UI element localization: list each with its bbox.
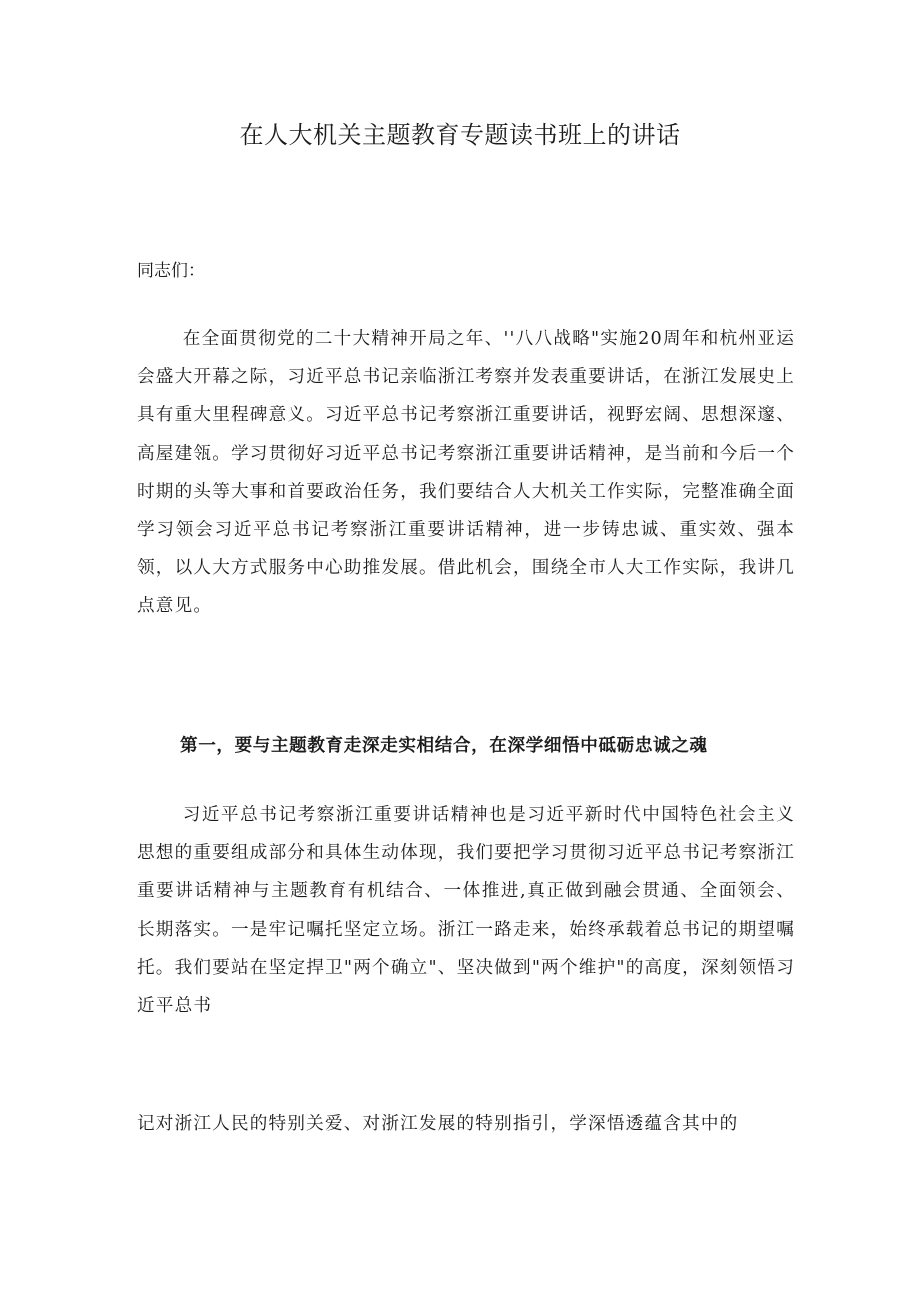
- salutation: 同志们：: [137, 261, 205, 281]
- section-paragraph: 习近平总书记考察浙江重要讲话精神也是习近平新时代中国特色社会主义思想的重要组成部分和具体生动体现，我们要把学习贯彻习近平总书记考察浙江重要讲话精神与主题教育有机结合、一体推进,真正做到融会贯通、全面领会、长期落实。一是牢记嘱托坚定立场。浙江一路走来，始终承载着总书记的期望嘱托。我们要站在坚定捍卫"两个确立"、坚决做到"两个维护"的高度，深刻领悟习近平总书: [137, 805, 795, 1017]
- intro-paragraph: 在全面贯彻党的二十大精神开局之年、''八八战略"实施20周年和杭州亚运会盛大开幕之际，习近平总书记亲临浙江考察并发表重要讲话，在浙江发展史上具有重大里程碑意义。习近平总书记考察浙江重要讲话，视野宏阔、思想深邃、高屋建瓴。学习贯彻好习近平总书记考察浙江重要讲话精神，是当前和今后一个时期的头等大事和首要政治任务，我们要结合人大机关工作实际，完整准确全面学习领会习近平总书记考察浙江重要讲话精神，进一步铸忠诚、重实效、强本领，以人大方式服务中心助推发展。借此机会，围绕全市人大工作实际，我讲几点意见。: [137, 329, 795, 617]
- section-paragraph-continued: 记对浙江人民的特别关爱、对浙江发展的特别指引，学深悟透蕴含其中的: [137, 1114, 739, 1134]
- section-heading-first: 第一，要与主题教育走深走实相结合，在深学细悟中砥砺忠诚之魂: [180, 735, 708, 756]
- document-title: 在人大机关主题教育专题读书班上的讲话: [239, 121, 681, 149]
